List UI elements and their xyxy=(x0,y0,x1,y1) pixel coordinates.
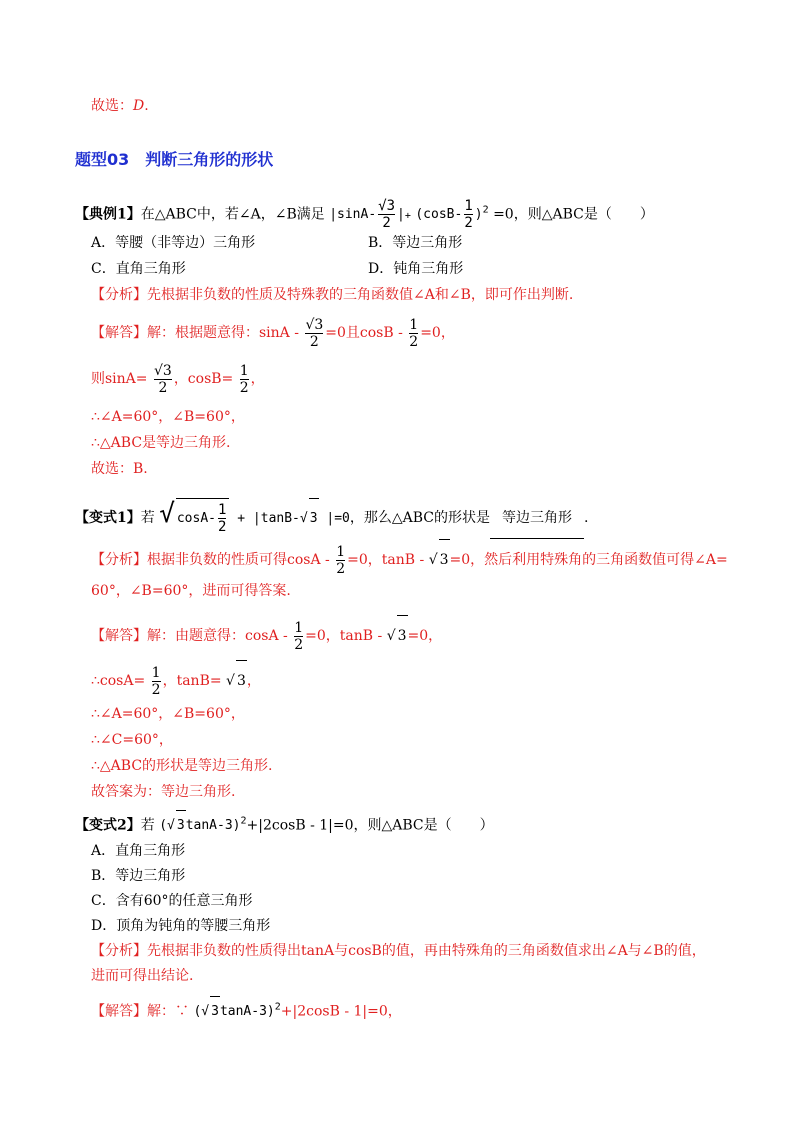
variant2-power: 2 xyxy=(274,1002,281,1013)
intro-answer-end: . xyxy=(144,98,149,114)
frac-sqrt3-over-2 xyxy=(305,317,323,350)
variant2-option-d: D．顶角为钝角的等腰三角形 xyxy=(91,918,271,934)
frac-den: 2 xyxy=(336,560,346,577)
analysis-1a: 根据非负数的性质可得cosA - xyxy=(147,552,330,568)
example1-expr-a: sinA- xyxy=(337,207,377,223)
sqrt3-value: 3 xyxy=(397,615,408,656)
example1-tag: 【典例1】 xyxy=(75,206,141,223)
example1-plus: + xyxy=(404,210,411,222)
variant1-mid: ，那么△ABC的形状是 xyxy=(349,510,490,526)
variant2-open: ( xyxy=(193,1004,202,1020)
frac-num: √3 xyxy=(378,198,396,215)
sqrt3-value: 3 xyxy=(210,996,220,1027)
solution-1b: =0且cosB - xyxy=(325,325,403,341)
example1-solution-line2 xyxy=(91,359,265,399)
variant2-pre: 若 xyxy=(140,817,155,834)
frac-1-over-2 xyxy=(152,665,161,698)
variant1-end: . xyxy=(584,510,589,526)
sqrt3-expr: √ 3 xyxy=(226,673,247,689)
intro-answer-value: D xyxy=(133,98,145,114)
example1-stem xyxy=(75,191,654,231)
variant1-eq0: =0 xyxy=(334,511,350,526)
frac-den: 2 xyxy=(309,333,319,350)
frac-num: 1 xyxy=(336,543,346,560)
variant2-analysis-line1: 【分析】先根据非负数的性质得出tanA与cosB的值，再由特殊角的三角函数值求出∠A与∠B的值， xyxy=(91,943,706,959)
solution-2c: ， xyxy=(250,371,265,387)
variant2-expr-tail: tanA-3) xyxy=(185,818,241,834)
example1-solution-line3: ∴∠A=60°，∠B=60°， xyxy=(91,409,245,425)
solution-1b: =0，tanB - xyxy=(305,628,383,644)
analysis-tag: 【分析】 xyxy=(91,552,147,568)
example1-frac-1-over-2 xyxy=(464,198,472,231)
variant1-tag: 【变式1】 xyxy=(75,510,141,526)
intro-answer-line xyxy=(91,97,149,115)
variant2-analysis-line2: 进而可得出结论. xyxy=(91,968,194,984)
variant1-analysis-line1 xyxy=(91,539,728,579)
sqrt3-expr: √ 3 xyxy=(387,628,408,644)
example1-power: 2 xyxy=(482,205,489,216)
frac-1-over-2 xyxy=(409,317,418,350)
frac-num: 1 xyxy=(409,316,419,333)
example1-stem-text: 在△ABC中，若∠A，∠B满足 xyxy=(140,206,325,223)
solution-tag: 【解答】 xyxy=(91,1003,147,1020)
solution-tag: 【解答】 xyxy=(91,325,147,341)
variant1-answer-blank: 等边三角形 xyxy=(490,498,584,539)
variant2-power: 2 xyxy=(240,816,247,827)
solution-2b: ，cosB= xyxy=(173,371,234,387)
sqrt3-value: 3 xyxy=(439,539,450,580)
variant1-solution-line4: ∴∠C=60°， xyxy=(91,732,173,748)
variant2-expr: (√ 3tanA-3)$^2$ xyxy=(159,818,246,833)
frac-1-over-2 xyxy=(218,502,226,535)
example1-option-c: C．直角三角形 xyxy=(91,261,186,277)
variant1-expr: √ cosA- $\frac{1}{2}$ + |tanB-√ 3 |=0 xyxy=(159,511,350,526)
variant1-plus: + xyxy=(237,511,246,526)
example1-frac-sqrt3-over-2 xyxy=(378,198,395,231)
solution-1b: +|2cosB - 1|=0， xyxy=(280,1003,402,1020)
frac-1-over-2 xyxy=(294,620,303,653)
variant1-stem xyxy=(75,494,588,534)
variant2-solution-expr: (√ 3tanA-3)$^2$ xyxy=(193,1004,280,1019)
example1-abs-expr: |sinA- $\frac{√3}{2}$ | xyxy=(329,198,405,232)
solution-1a: 解：由题意得：cosA - xyxy=(147,628,288,644)
variant2-open: ( xyxy=(159,818,168,834)
solution-2b: ，tanB= xyxy=(162,673,222,689)
frac-den: 2 xyxy=(218,519,227,535)
frac-den: 2 xyxy=(158,379,168,396)
variant2-option-c: C．含有60°的任意三角形 xyxy=(91,893,253,909)
sqrt3-value: 3 xyxy=(176,810,186,841)
solution-2c: ， xyxy=(246,673,261,689)
variant1-expr-a: cosA- xyxy=(176,511,216,526)
solution-1c: =0， xyxy=(407,628,443,644)
variant2-solution-line1 xyxy=(91,993,402,1023)
frac-1-over-2 xyxy=(240,363,249,396)
variant1-solution-line1 xyxy=(91,615,442,655)
frac-num: 1 xyxy=(294,619,304,636)
variant1-solution-line6: 故答案为：等边三角形. xyxy=(91,784,236,800)
example1-solution-line5: 故选：B. xyxy=(91,461,148,477)
frac-den: 2 xyxy=(151,681,161,698)
section-title: 题型03 判断三角形的形状 xyxy=(75,150,274,169)
solution-2a: 则sinA= xyxy=(91,371,148,387)
frac-den: 2 xyxy=(382,215,391,232)
variant1-solution-line2 xyxy=(91,660,261,700)
example1-expr-b: (cosB- xyxy=(415,207,463,223)
variant1-pre: 若 xyxy=(140,510,155,526)
variant2-option-a: A．直角三角形 xyxy=(91,843,186,859)
variant1-sqrt3: 3 xyxy=(309,498,319,539)
frac-num: √3 xyxy=(305,316,324,333)
variant1-solution-line3: ∴∠A=60°，∠B=60°， xyxy=(91,706,245,722)
solution-1a: 解：∵ xyxy=(147,1003,189,1020)
analysis-1b: =0，tanB - xyxy=(347,552,425,568)
intro-answer-label: 故选： xyxy=(91,98,133,114)
solution-2a: ∴cosA= xyxy=(91,673,146,689)
sqrt3-expr: √ 3 xyxy=(429,552,450,568)
solution-1a: 解：根据题意得：sinA - xyxy=(147,325,299,341)
example1-solution-line1 xyxy=(91,313,455,353)
variant1-expr-b: tanB- xyxy=(260,511,300,526)
example1-eq0: =0，则△ABC是（ ） xyxy=(493,206,654,223)
example1-expr-c: ) xyxy=(474,207,483,223)
frac-num: 1 xyxy=(218,502,227,518)
variant1-solution-line5: ∴△ABC的形状是等边三角形. xyxy=(91,758,273,774)
variant2-option-b: B．等边三角形 xyxy=(91,868,186,884)
solution-1c: =0， xyxy=(420,325,455,341)
frac-num: √3 xyxy=(153,362,172,379)
example1-solution-line4: ∴△ABC是等边三角形. xyxy=(91,435,231,451)
variant2-expr-tail: tanA-3) xyxy=(219,1004,275,1020)
frac-num: 1 xyxy=(239,362,249,379)
frac-1-over-2 xyxy=(336,544,345,577)
example1-square-expr xyxy=(415,198,489,232)
variant2-tail: +|2cosB - 1|=0，则△ABC是（ ） xyxy=(246,817,494,834)
solution-tag: 【解答】 xyxy=(91,628,147,644)
variant1-analysis-line2: 60°，∠B=60°，进而可得答案. xyxy=(91,583,291,599)
example1-option-a: A．等腰（非等边）三角形 xyxy=(91,235,256,251)
variant2-stem xyxy=(75,807,494,837)
analysis-1c: =0，然后利用特殊角的三角函数值可得∠A= xyxy=(449,552,728,568)
variant2-tag: 【变式2】 xyxy=(75,817,141,834)
frac-sqrt3-over-2 xyxy=(154,363,172,396)
frac-den: 2 xyxy=(464,215,473,232)
frac-den: 2 xyxy=(409,333,419,350)
sqrt3-value: 3 xyxy=(236,660,247,701)
example1-option-b: B．等边三角形 xyxy=(368,235,463,251)
frac-num: 1 xyxy=(464,198,473,215)
example1-option-d: D．钝角三角形 xyxy=(368,261,464,277)
frac-den: 2 xyxy=(294,636,304,653)
frac-den: 2 xyxy=(239,379,249,396)
frac-num: 1 xyxy=(151,664,161,681)
example1-analysis: 【分析】先根据非负数的性质及特殊教的三角函数值∠A和∠B，即可作出判断. xyxy=(91,287,574,303)
